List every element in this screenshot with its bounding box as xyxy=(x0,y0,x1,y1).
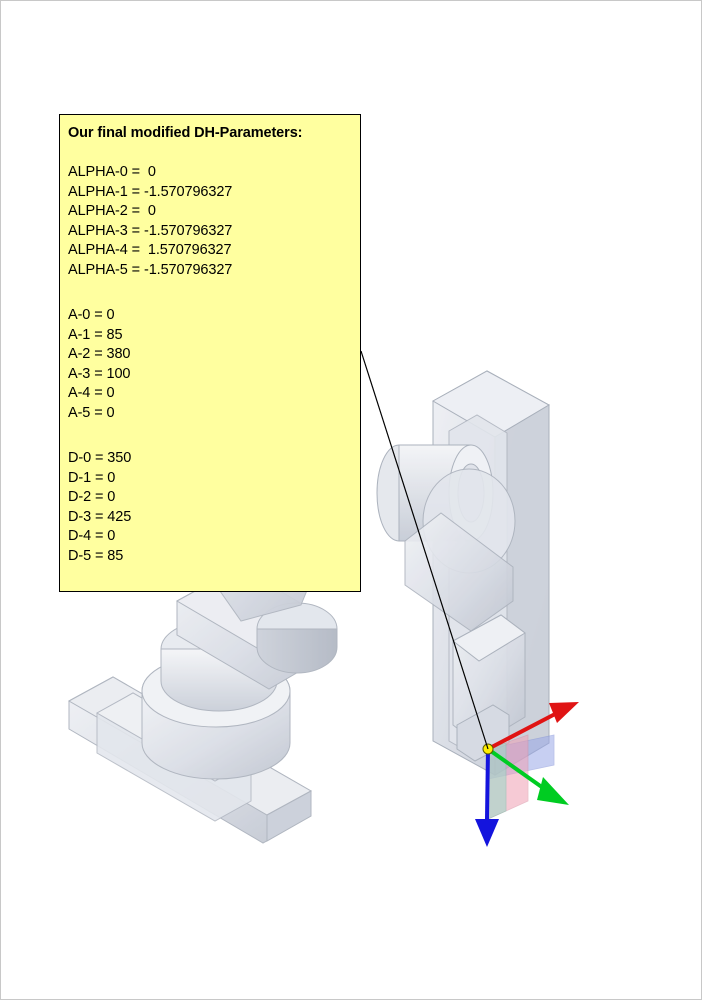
d-1-line: D-1 = 0 xyxy=(68,469,116,486)
a-1-line: A-1 = 85 xyxy=(68,326,123,343)
a-3-line: A-3 = 100 xyxy=(68,365,131,382)
a-5-line: A-5 = 0 xyxy=(68,404,115,421)
d-parameter-group xyxy=(68,449,360,566)
a-0-line: A-0 = 0 xyxy=(68,307,115,323)
alpha-parameter-group xyxy=(68,163,360,280)
alpha-4-line: ALPHA-4 = 1.570796327 xyxy=(68,242,232,258)
alpha-2-line: ALPHA-2 = 0 xyxy=(68,203,156,219)
d-5-line: D-5 = 85 xyxy=(68,547,124,564)
d-4-line: D-4 = 0 xyxy=(68,528,116,544)
d-2-line: D-2 = 0 xyxy=(68,489,116,505)
a-2-line: A-2 = 380 xyxy=(68,346,131,362)
a-parameter-group xyxy=(68,306,360,423)
d-3-line: D-3 = 425 xyxy=(68,508,132,525)
a-4-line: A-4 = 0 xyxy=(68,385,115,401)
alpha-1-line: ALPHA-1 = -1.570796327 xyxy=(68,183,233,200)
dh-parameter-note xyxy=(59,114,361,592)
alpha-3-line: ALPHA-3 = -1.570796327 xyxy=(68,222,233,239)
note-title: Our final modified DH-Parameters: xyxy=(68,125,303,141)
d-0-line: D-0 = 350 xyxy=(68,450,132,466)
alpha-5-line: ALPHA-5 = -1.570796327 xyxy=(68,261,233,278)
frame-origin-marker xyxy=(483,744,493,754)
robot-pose-right xyxy=(377,371,549,775)
alpha-0-line: ALPHA-0 = 0 xyxy=(68,164,156,180)
